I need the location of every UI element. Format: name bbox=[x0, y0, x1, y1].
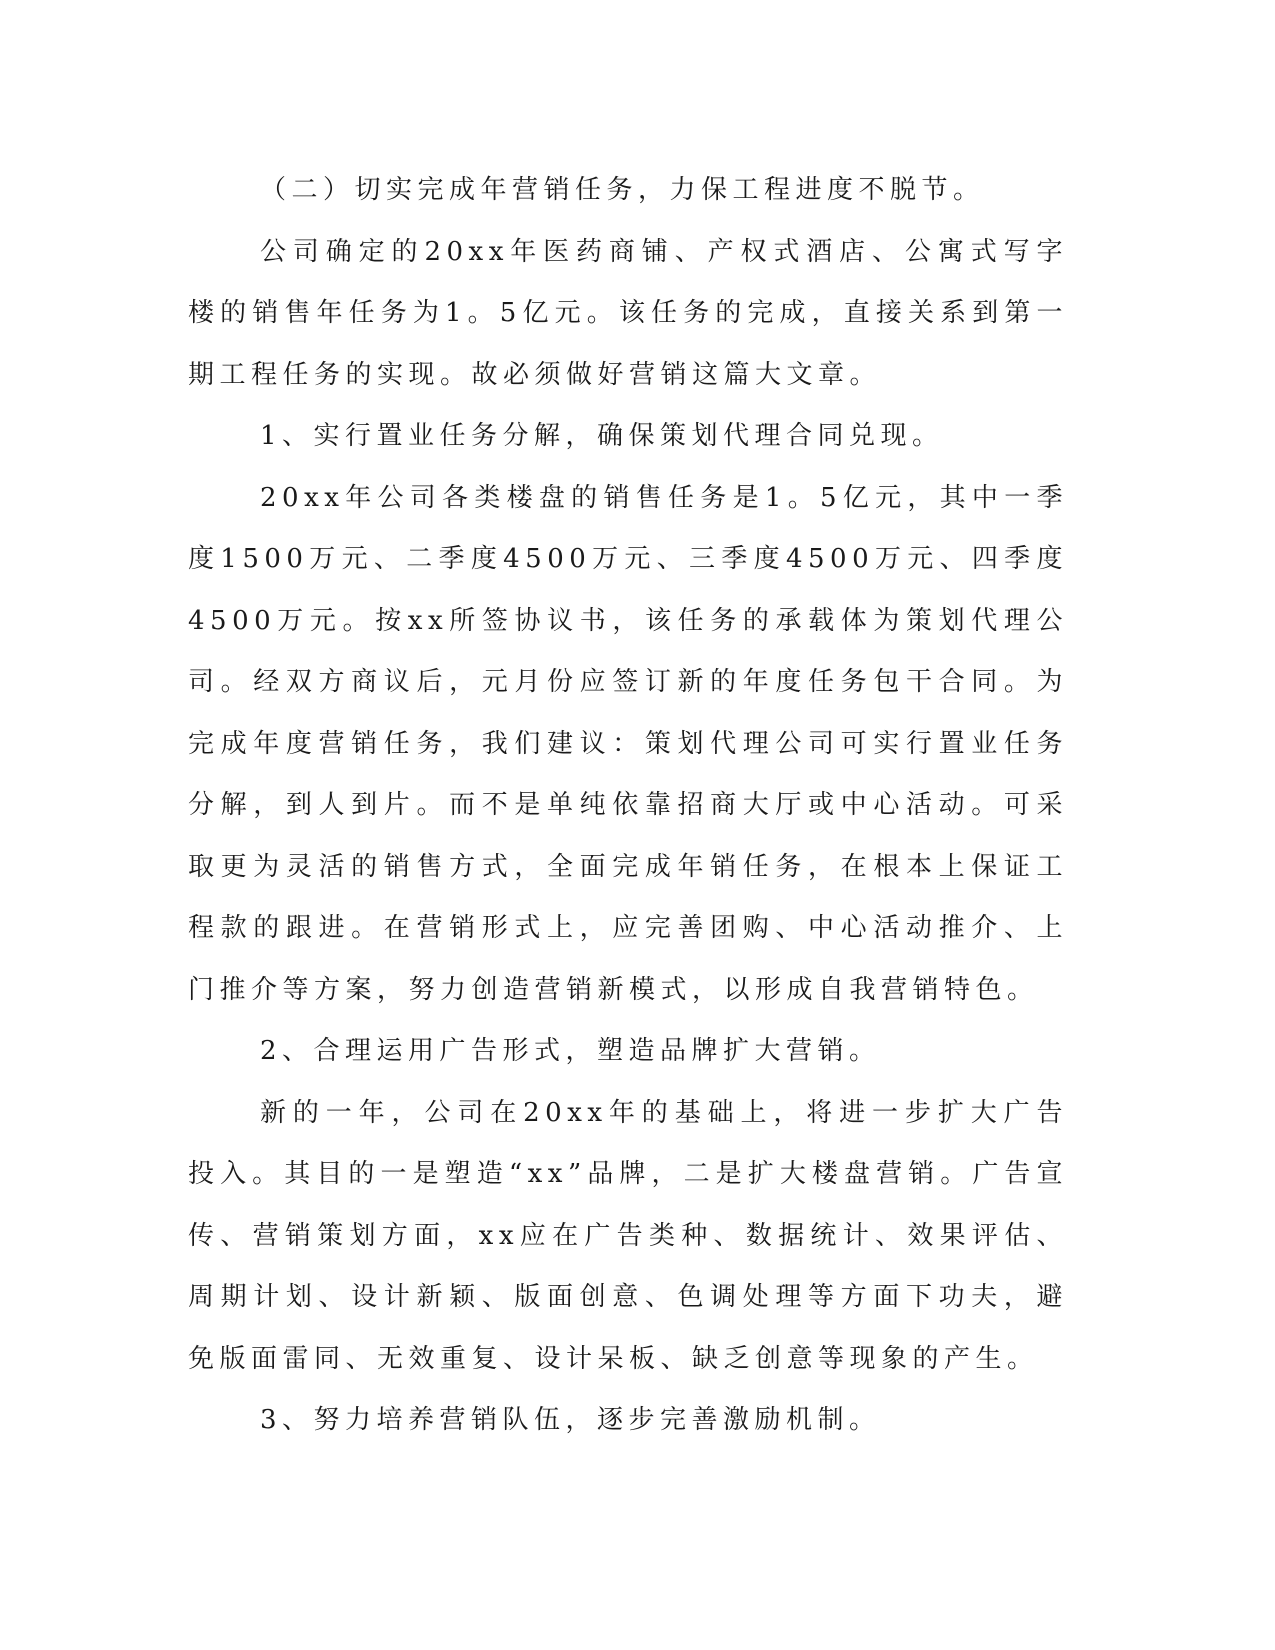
section-heading: （二）切实完成年营销任务，力保工程进度不脱节。 bbox=[260, 175, 985, 205]
subsection-heading: 1、实行置业任务分解，确保策划代理合同兑现。 bbox=[260, 421, 944, 451]
body-paragraph: 新的一年，公司在20xx年的基础上，将进一步扩大广告投入。其目的一是塑造“xx”品牌，二是扩大楼盘营销。广告宣传、营销策划方面，xx应在广告类种、数据统计、效果评估、周期计划、设计新颖、版面创意、色调处理等方面下功夫，避免版面雷同、无效重复、设计呆板、缺乏创意等现象的产生。 bbox=[188, 1097, 1068, 1374]
subsection-heading: 2、合理运用广告形式，塑造品牌扩大营销。 bbox=[260, 1036, 881, 1066]
body-paragraph: 公司确定的20xx年医药商铺、产权式酒店、公寓式写字楼的销售年任务为1。5亿元。该任务的完成，直接关系到第一期工程任务的实现。故必须做好营销这篇大文章。 bbox=[188, 236, 1068, 390]
body-paragraph: 20xx年公司各类楼盘的销售任务是1。5亿元，其中一季度1500万元、二季度4500万元、三季度4500万元、四季度4500万元。按xx所签协议书，该任务的承载体为策划代理公司。经双方商议后，元月份应签订新的年度任务包干合同。为完成年度营销任务，我们建议：策划代理公司可实行置业任务分解，到人到片。而不是单纯依靠招商大厅或中心活动。可采取更为灵活的销售方式，全面完成年销任务，在根本上保证工程款的跟进。在营销形式上，应完善团购、中心活动推介、上门推介等方案，努力创造营销新模式，以形成自我营销特色。 bbox=[188, 482, 1068, 1005]
subsection-heading: 3、努力培养营销队伍，逐步完善激励机制。 bbox=[260, 1405, 881, 1435]
document-body bbox=[188, 160, 1068, 1452]
